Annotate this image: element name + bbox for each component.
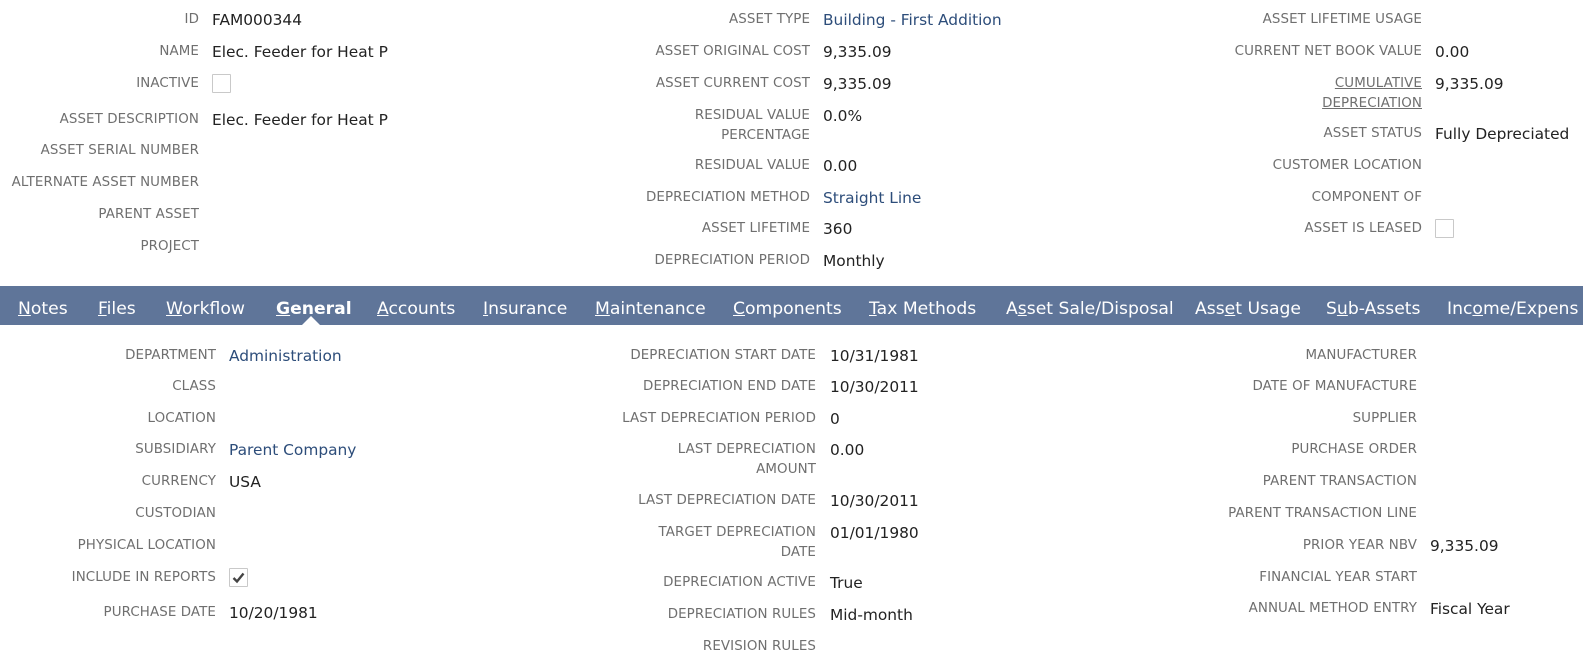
- tab-label: Insurance: [483, 299, 568, 319]
- currency-value: USA: [229, 473, 261, 491]
- residual-value-percentage-label-line: RESIDUAL VALUE: [694, 108, 810, 123]
- tab-label: Tax Methods: [869, 299, 977, 319]
- tab-label: Asset Sale/Disposal: [1006, 299, 1174, 319]
- asset-type-value[interactable]: Building - First Addition: [823, 11, 1002, 29]
- tab-components[interactable]: [733, 286, 842, 325]
- field-cumulative-depreciation: [0, 74, 1422, 111]
- asset-serial-number-label: ASSET SERIAL NUMBER: [40, 143, 199, 158]
- date-of-manufacture-label: DATE OF MANUFACTURE: [1252, 379, 1417, 394]
- active-tab-indicator: [302, 316, 320, 325]
- tab-tax-methods[interactable]: [869, 286, 976, 325]
- department-label: DEPARTMENT: [125, 348, 216, 363]
- parent-asset-label: PARENT ASSET: [98, 207, 199, 222]
- field-manufacturer: [0, 346, 1417, 366]
- depreciation-end-date-label: DEPRECIATION END DATE: [643, 379, 816, 394]
- last-depreciation-date-value: 10/30/2011: [830, 492, 919, 510]
- residual-value-value: 0.00: [823, 157, 858, 175]
- asset-lifetime-value: 360: [823, 220, 853, 238]
- purchase-date-label: PURCHASE DATE: [103, 605, 216, 620]
- cumulative-depreciation-label-line: CUMULATIVE: [1334, 76, 1422, 91]
- cumulative-depreciation-value: 9,335.09: [1435, 75, 1504, 93]
- depreciation-period-value: Monthly: [823, 252, 885, 270]
- tab-label: Accounts: [377, 299, 456, 319]
- asset-status-value: Fully Depreciated: [1435, 125, 1570, 143]
- custodian-label: CUSTODIAN: [135, 506, 216, 521]
- last-depreciation-period-value: 0: [830, 410, 840, 428]
- annual-method-entry-value: Fiscal Year: [1430, 600, 1510, 618]
- field-date-of-manufacture: [0, 377, 1417, 397]
- target-depreciation-date-value: 01/01/1980: [830, 524, 919, 542]
- field-asset-lifetime-usage: [0, 10, 1422, 30]
- name-label: NAME: [159, 44, 199, 59]
- component-of-label: COMPONENT OF: [1311, 190, 1422, 205]
- asset-lifetime-label: ASSET LIFETIME: [701, 221, 810, 236]
- tab-label: Sub-Assets: [1326, 299, 1421, 319]
- manufacturer-label: MANUFACTURER: [1305, 348, 1417, 363]
- field-asset-is-leased: [0, 219, 1422, 239]
- tab-notes[interactable]: [18, 286, 68, 325]
- field-supplier: [0, 409, 1417, 429]
- tab-workflow[interactable]: [166, 286, 245, 325]
- field-component-of: [0, 188, 1422, 208]
- field-prior-year-nbv: [0, 536, 1417, 556]
- revision-rules-label: REVISION RULES: [702, 639, 816, 654]
- purchase-order-label: PURCHASE ORDER: [1291, 442, 1417, 457]
- field-customer-location: [0, 156, 1422, 176]
- subtab-bar: [0, 286, 1583, 325]
- depreciation-method-value[interactable]: Straight Line: [823, 189, 922, 207]
- current-net-book-value-value: 0.00: [1435, 43, 1470, 61]
- asset-current-cost-label: ASSET CURRENT COST: [655, 76, 810, 91]
- asset-status-label: ASSET STATUS: [1323, 126, 1422, 141]
- last-depreciation-date-label: LAST DEPRECIATION DATE: [638, 493, 816, 508]
- cumulative-depreciation-label-line: DEPRECIATION: [1322, 96, 1422, 111]
- asset-original-cost-value: 9,335.09: [823, 43, 892, 61]
- tab-insurance[interactable]: [483, 286, 567, 325]
- prior-year-nbv-label: PRIOR YEAR NBV: [1302, 538, 1417, 553]
- last-depreciation-amount-label-line: AMOUNT: [756, 462, 816, 477]
- purchase-date-value: 10/20/1981: [229, 604, 318, 622]
- last-depreciation-amount-label-line: LAST DEPRECIATION: [677, 442, 816, 457]
- tab-asset-usage[interactable]: [1195, 286, 1301, 325]
- id-label: ID: [184, 12, 199, 27]
- depreciation-start-date-value: 10/31/1981: [830, 347, 919, 365]
- tab-label: Maintenance: [595, 299, 706, 319]
- depreciation-rules-label: DEPRECIATION RULES: [667, 607, 816, 622]
- depreciation-active-label: DEPRECIATION ACTIVE: [663, 575, 816, 590]
- depreciation-period-label: DEPRECIATION PERIOD: [654, 253, 810, 268]
- tab-label: Components: [733, 299, 842, 319]
- field-parent-transaction-line: [0, 504, 1417, 524]
- subsidiary-value[interactable]: Parent Company: [229, 441, 357, 459]
- tab-maintenance[interactable]: [595, 286, 706, 325]
- tab-label: Asset Usage: [1195, 299, 1302, 319]
- asset-original-cost-label: ASSET ORIGINAL COST: [655, 44, 810, 59]
- id-value: FAM000344: [212, 11, 302, 29]
- parent-transaction-label: PARENT TRANSACTION: [1262, 474, 1417, 489]
- tab-asset-sale-disposal[interactable]: [1006, 286, 1174, 325]
- field-annual-method-entry: [0, 599, 1417, 619]
- currency-label: CURRENCY: [141, 474, 216, 489]
- cumulative-depreciation-label[interactable]: [1322, 74, 1422, 114]
- asset-lifetime-usage-label: ASSET LIFETIME USAGE: [1262, 12, 1422, 27]
- field-residual-value-percentage: [0, 106, 810, 143]
- tab-label: Notes: [18, 299, 68, 319]
- alternate-asset-number-label: ALTERNATE ASSET NUMBER: [11, 175, 199, 190]
- subsidiary-label: SUBSIDIARY: [135, 442, 216, 457]
- prior-year-nbv-value: 9,335.09: [1430, 537, 1499, 555]
- residual-value-percentage-label-line: PERCENTAGE: [721, 128, 810, 143]
- target-depreciation-date-label-line: TARGET DEPRECIATION: [658, 525, 816, 540]
- tab-label: Workflow: [166, 299, 245, 319]
- depreciation-method-label: DEPRECIATION METHOD: [646, 190, 810, 205]
- asset-type-label: ASSET TYPE: [729, 12, 810, 27]
- financial-year-start-label: FINANCIAL YEAR START: [1259, 570, 1417, 585]
- residual-value-percentage-value: 0.0%: [823, 107, 863, 125]
- name-value: Elec. Feeder for Heat P: [212, 43, 388, 61]
- tab-accounts[interactable]: [377, 286, 455, 325]
- target-depreciation-date-label-line: DATE: [780, 545, 816, 560]
- last-depreciation-amount-value: 0.00: [830, 441, 865, 459]
- project-label: PROJECT: [140, 239, 199, 254]
- asset-description-value: Elec. Feeder for Heat P: [212, 111, 388, 129]
- inactive-label: INACTIVE: [136, 76, 199, 91]
- tab-files[interactable]: [98, 286, 136, 325]
- include-in-reports-label: INCLUDE IN REPORTS: [71, 570, 216, 585]
- depreciation-active-value: True: [830, 574, 863, 592]
- current-net-book-value-label: CURRENT NET BOOK VALUE: [1234, 44, 1422, 59]
- tab-sub-assets[interactable]: [1326, 286, 1421, 325]
- field-financial-year-start: [0, 568, 1417, 588]
- annual-method-entry-label: ANNUAL METHOD ENTRY: [1248, 601, 1417, 616]
- physical-location-label: PHYSICAL LOCATION: [77, 538, 216, 553]
- location-label: LOCATION: [147, 411, 216, 426]
- tab-label: General: [276, 299, 352, 319]
- field-asset-status: [0, 124, 1422, 144]
- tab-income-expens[interactable]: [1447, 286, 1578, 325]
- depreciation-rules-value: Mid-month: [830, 606, 913, 624]
- field-purchase-order: [0, 440, 1417, 460]
- tab-label: Files: [98, 299, 136, 319]
- last-depreciation-period-label: LAST DEPRECIATION PERIOD: [622, 411, 816, 426]
- asset-description-label: ASSET DESCRIPTION: [59, 112, 199, 127]
- field-current-net-book-value: [0, 42, 1422, 62]
- field-parent-transaction: [0, 472, 1417, 492]
- class-label: CLASS: [172, 379, 216, 394]
- tab-label: Income/Expens: [1447, 299, 1579, 319]
- customer-location-label: CUSTOMER LOCATION: [1272, 158, 1422, 173]
- department-value[interactable]: Administration: [229, 347, 342, 365]
- parent-transaction-line-label: PARENT TRANSACTION LINE: [1228, 506, 1417, 521]
- asset-current-cost-value: 9,335.09: [823, 75, 892, 93]
- asset-is-leased-label: ASSET IS LEASED: [1304, 221, 1422, 236]
- depreciation-end-date-value: 10/30/2011: [830, 378, 919, 396]
- asset-is-leased-checkbox[interactable]: [1435, 219, 1454, 238]
- depreciation-start-date-label: DEPRECIATION START DATE: [630, 348, 816, 363]
- field-depreciation-period: [0, 251, 810, 271]
- residual-value-label: RESIDUAL VALUE: [694, 158, 810, 173]
- supplier-label: SUPPLIER: [1352, 411, 1417, 426]
- field-revision-rules: [0, 637, 816, 657]
